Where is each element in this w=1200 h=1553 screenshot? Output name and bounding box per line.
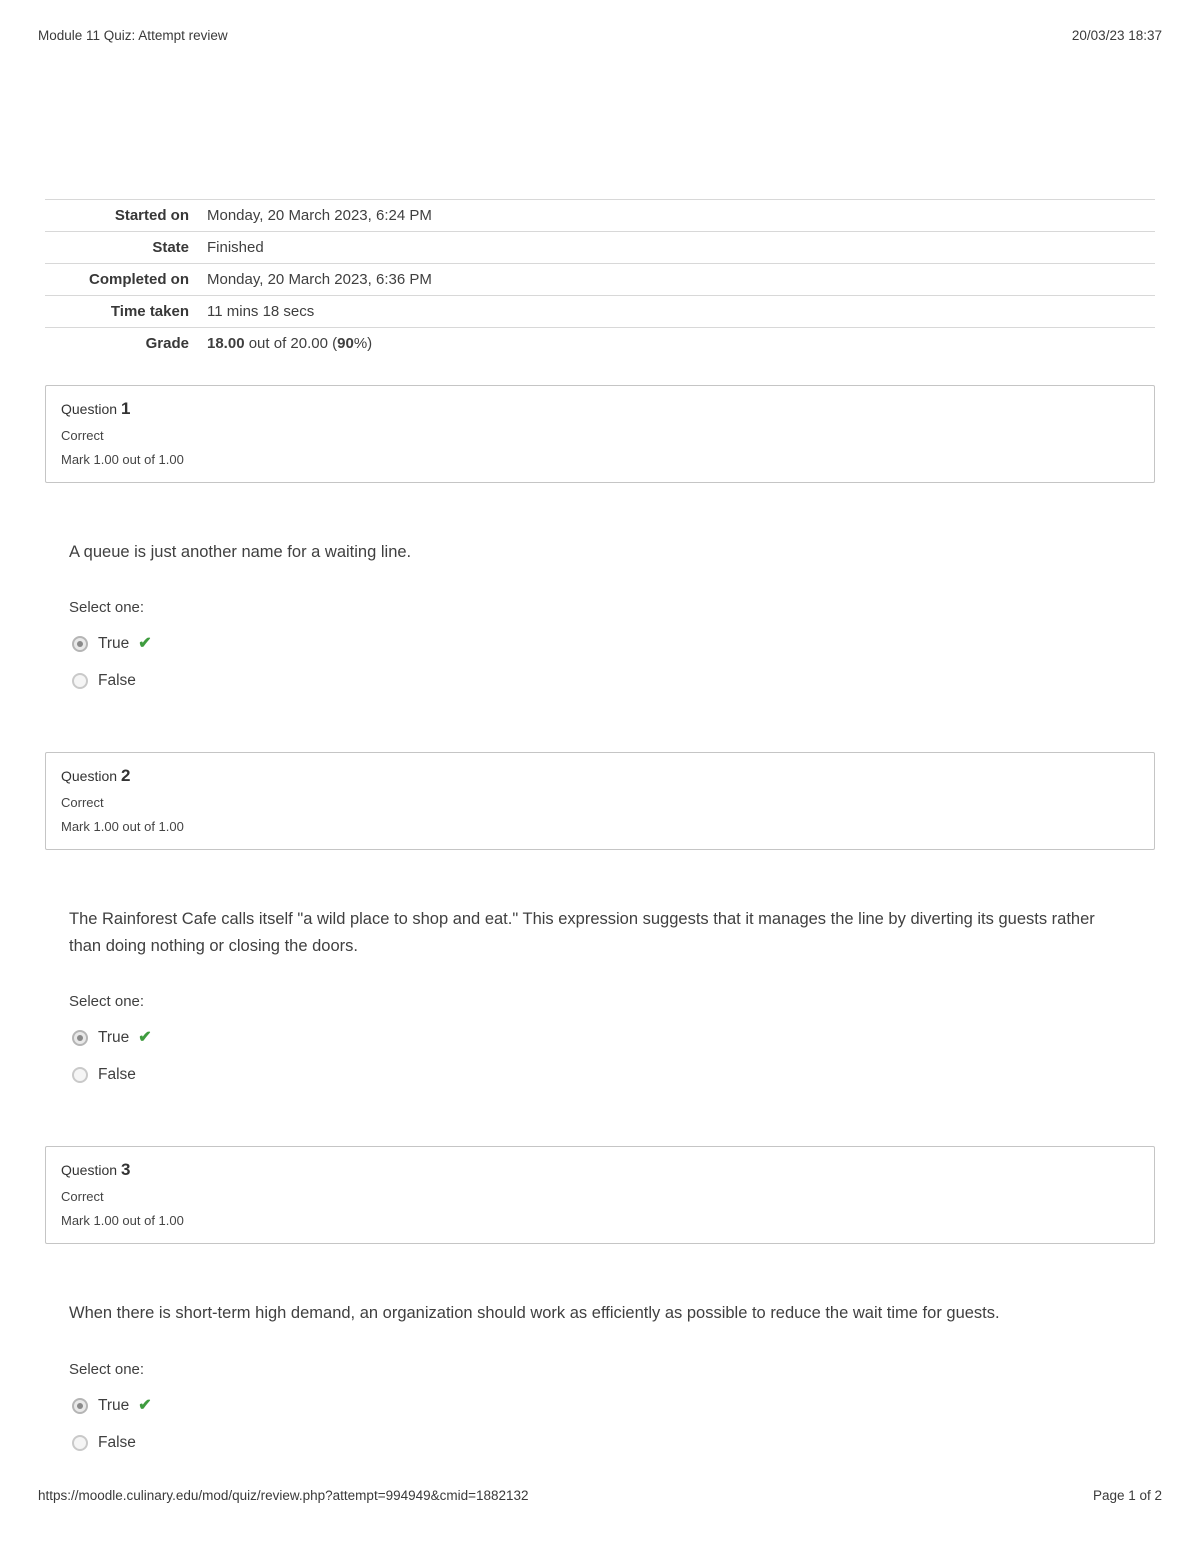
- question-1-option-false[interactable]: [72, 672, 1131, 690]
- question-label: Question: [61, 1162, 118, 1179]
- question-1-mark: Mark 1.00 out of 1.00: [61, 452, 184, 467]
- question-3-title: [61, 1160, 1139, 1180]
- table-row: [45, 264, 1155, 296]
- question-2-option-false[interactable]: [72, 1066, 1131, 1084]
- grade-close: %): [353, 335, 373, 352]
- correct-check-icon: ✔: [138, 635, 152, 653]
- table-row: [45, 296, 1155, 328]
- radio-false[interactable]: [72, 673, 88, 689]
- question-number: 2: [121, 766, 131, 786]
- radio-true-selected[interactable]: [72, 1398, 88, 1414]
- question-2-select-label: Select one:: [69, 993, 145, 1011]
- summary-value-time: 11 mins 18 secs: [207, 296, 1155, 328]
- radio-false[interactable]: [72, 1435, 88, 1451]
- summary-value-completed: Monday, 20 March 2023, 6:36 PM: [207, 264, 1155, 296]
- question-3-info-box: [45, 1146, 1155, 1244]
- question-3-section: [45, 1146, 1155, 1451]
- question-2-mark: Mark 1.00 out of 1.00: [61, 819, 184, 835]
- question-2-option-true[interactable]: [72, 1029, 1131, 1047]
- summary-label-grade: Grade: [45, 328, 207, 360]
- question-2-status: Correct: [61, 795, 104, 811]
- question-1-section: [45, 385, 1155, 690]
- attempt-summary-table: [45, 199, 1155, 359]
- question-1-info-box: [45, 385, 1155, 483]
- option-label: False: [98, 1066, 136, 1084]
- summary-value-grade: [207, 328, 1155, 360]
- radio-false[interactable]: [72, 1067, 88, 1083]
- question-1-title: [61, 399, 1139, 419]
- page-title: Module 11 Quiz: Attempt review: [38, 28, 228, 43]
- table-row: [45, 328, 1155, 360]
- print-header: [0, 0, 1200, 43]
- summary-label-state: State: [45, 232, 207, 264]
- radio-true-selected[interactable]: [72, 636, 88, 652]
- question-2-info-box: [45, 752, 1155, 850]
- question-3-option-true[interactable]: [72, 1397, 1131, 1415]
- option-label: False: [98, 672, 136, 690]
- grade-percent: 90: [337, 335, 354, 352]
- footer-page-number: Page 1 of 2: [1092, 1488, 1162, 1503]
- summary-label-time: Time taken: [45, 296, 207, 328]
- correct-check-icon: ✔: [138, 1396, 152, 1414]
- question-3-mark: Mark 1.00 out of 1.00: [61, 1213, 184, 1229]
- summary-value-started: Monday, 20 March 2023, 6:24 PM: [207, 200, 1155, 232]
- question-label: Question: [61, 401, 118, 417]
- table-row: [45, 200, 1155, 232]
- question-3-select-label: Select one:: [69, 1360, 145, 1378]
- question-1-text: A queue is just another name for a waiting line.: [69, 543, 412, 561]
- question-2-title: [61, 766, 1139, 786]
- question-2-text: The Rainforest Cafe calls itself "a wild place to shop and eat." This expression suggests that it manages the line by diverting its guests rather than doing nothing or closing the doors.: [69, 910, 1095, 955]
- question-1-status: Correct: [61, 428, 104, 443]
- main-content: [45, 199, 1155, 1452]
- grade-score: 18.00: [207, 335, 245, 352]
- summary-label-completed: Completed on: [45, 264, 207, 296]
- print-footer: [38, 1488, 1162, 1503]
- summary-label-started: Started on: [45, 200, 207, 232]
- table-row: [45, 232, 1155, 264]
- summary-value-state: Finished: [207, 232, 1155, 264]
- correct-check-icon: ✔: [138, 1029, 152, 1047]
- question-1-option-true[interactable]: [72, 635, 1131, 653]
- question-3-status: Correct: [61, 1189, 104, 1205]
- option-label: False: [98, 1433, 136, 1451]
- question-3-option-false[interactable]: [72, 1434, 1131, 1452]
- grade-mid: out of 20.00 (: [244, 335, 338, 352]
- question-2-section: [45, 752, 1155, 1084]
- question-label: Question: [61, 768, 118, 785]
- question-number: 3: [121, 1160, 131, 1180]
- question-3-text: When there is short-term high demand, an organization should work as efficiently as possible to reduce the wait time for guests.: [69, 1304, 1000, 1323]
- option-label: True: [98, 635, 130, 653]
- radio-true-selected[interactable]: [72, 1030, 88, 1046]
- footer-url: https://moodle.culinary.edu/mod/quiz/review.php?attempt=994949&cmid=1882132: [38, 1488, 529, 1503]
- question-number: 1: [121, 399, 131, 418]
- header-datetime: 20/03/23 18:37: [1071, 28, 1162, 43]
- question-1-select-label: Select one:: [69, 599, 145, 617]
- option-label: True: [98, 1029, 130, 1047]
- option-label: True: [98, 1396, 130, 1414]
